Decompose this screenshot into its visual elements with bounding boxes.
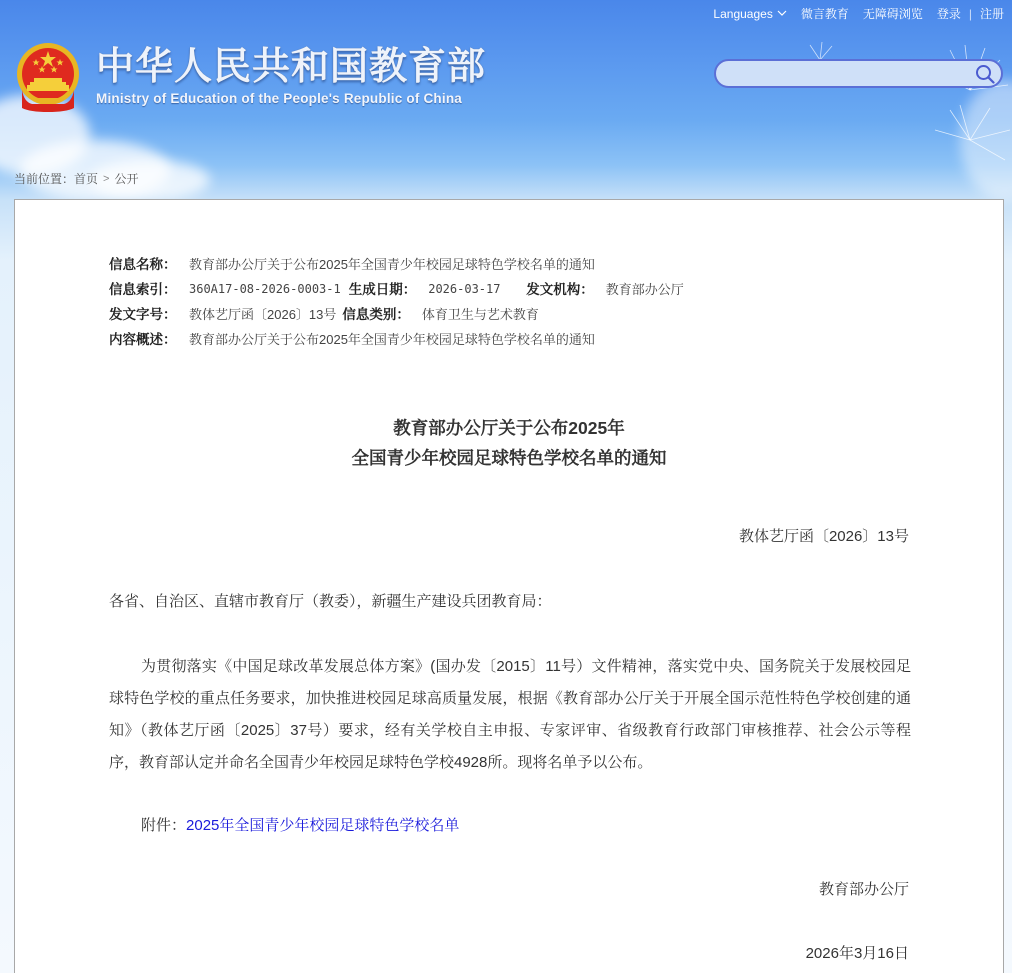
info-row-summary bbox=[109, 327, 684, 352]
info-index-value: 360A17-08-2026-0003-1 bbox=[189, 282, 341, 296]
info-category-value: 体育卫生与艺术教育 bbox=[421, 307, 539, 322]
info-date-value: 2026-03-17 bbox=[428, 282, 501, 296]
breadcrumb-prefix: 当前位置： bbox=[14, 172, 75, 186]
breadcrumb-public[interactable]: 公开 bbox=[114, 172, 139, 186]
info-name-label: 信息名称： bbox=[109, 257, 177, 272]
search-box bbox=[714, 59, 1003, 88]
info-index-label: 信息索引： bbox=[109, 282, 177, 297]
attachment-link[interactable]: 2025年全国青少年校园足球特色学校名单 bbox=[186, 817, 460, 834]
info-name-value: 教育部办公厅关于公布2025年全国青少年校园足球特色学校名单的通知 bbox=[189, 257, 595, 272]
search-input[interactable] bbox=[726, 63, 966, 84]
article-title-line2: 全国青少年校园足球特色学校名单的通知 bbox=[351, 448, 667, 468]
info-category-label: 信息类别： bbox=[342, 307, 410, 322]
document-info-table bbox=[109, 252, 684, 352]
info-summary-label: 内容概述： bbox=[109, 332, 177, 347]
breadcrumb bbox=[14, 170, 138, 187]
topbar-separator: | bbox=[968, 6, 972, 21]
info-row-index bbox=[109, 277, 684, 302]
signer: 教育部办公厅 bbox=[818, 881, 909, 898]
info-org-label: 发文机构： bbox=[526, 282, 594, 297]
languages-dropdown[interactable] bbox=[713, 7, 786, 21]
weiyan-education-link[interactable]: 微言教育 bbox=[800, 7, 849, 21]
info-row-docno bbox=[109, 302, 684, 327]
info-docno-value: 教体艺厅函〔2026〕13号 bbox=[189, 307, 337, 322]
article-title bbox=[15, 413, 1003, 473]
issue-date: 2026年3月16日 bbox=[805, 945, 909, 962]
article-body-paragraph: 为贯彻落实《中国足球改革发展总体方案》(国办发〔2015〕11号）文件精神，落实党中央、国务院关于发展校园足球特色学校的重点任务要求，加快推进校园足球高质量发展，根据《教育部办公厅关于开展全国示范性特色学校创建的通知》（教体艺厅函〔2025〕37号）要求，经有关学校自主申报、专家评审、省级教育行政部门审核推荐、社会公示等程序，教育部认定并命名全国青少年校园足球特色学校4928所。现将名单予以公布。 bbox=[109, 658, 911, 771]
info-row-name bbox=[109, 252, 684, 277]
document-number: 教体艺厅函〔2026〕13号 bbox=[738, 528, 909, 545]
site-title-en: Ministry of Education of the People's Republic of China bbox=[96, 91, 462, 106]
info-summary-value: 教育部办公厅关于公布2025年全国青少年校园足球特色学校名单的通知 bbox=[189, 332, 595, 347]
info-date-label: 生成日期： bbox=[348, 282, 417, 297]
register-link[interactable]: 注册 bbox=[979, 7, 1004, 21]
national-emblem-icon bbox=[16, 42, 80, 112]
login-link[interactable]: 登录 bbox=[936, 7, 961, 21]
top-utility-bar bbox=[699, 5, 1004, 22]
dandelion-decoration bbox=[930, 30, 1012, 180]
search-icon[interactable] bbox=[975, 64, 995, 84]
site-logo[interactable] bbox=[16, 42, 486, 112]
salutation: 各省、自治区、直辖市教育厅（教委），新疆生产建设兵团教育局： bbox=[109, 593, 552, 610]
chevron-down-icon bbox=[777, 10, 787, 17]
attachment bbox=[141, 814, 459, 835]
breadcrumb-home[interactable]: 首页 bbox=[74, 172, 99, 186]
content-panel bbox=[14, 199, 1004, 973]
info-docno-label: 发文字号： bbox=[109, 307, 177, 322]
languages-label: Languages bbox=[713, 6, 773, 21]
attachment-label: 附件： bbox=[141, 817, 187, 834]
site-title-cn: 中华人民共和国教育部 bbox=[96, 44, 487, 88]
info-org-value: 教育部办公厅 bbox=[605, 282, 684, 297]
article-title-line1: 教育部办公厅关于公布2025年 bbox=[393, 418, 625, 438]
accessibility-link[interactable]: 无障碍浏览 bbox=[862, 7, 923, 21]
breadcrumb-separator-icon: > bbox=[103, 172, 110, 185]
